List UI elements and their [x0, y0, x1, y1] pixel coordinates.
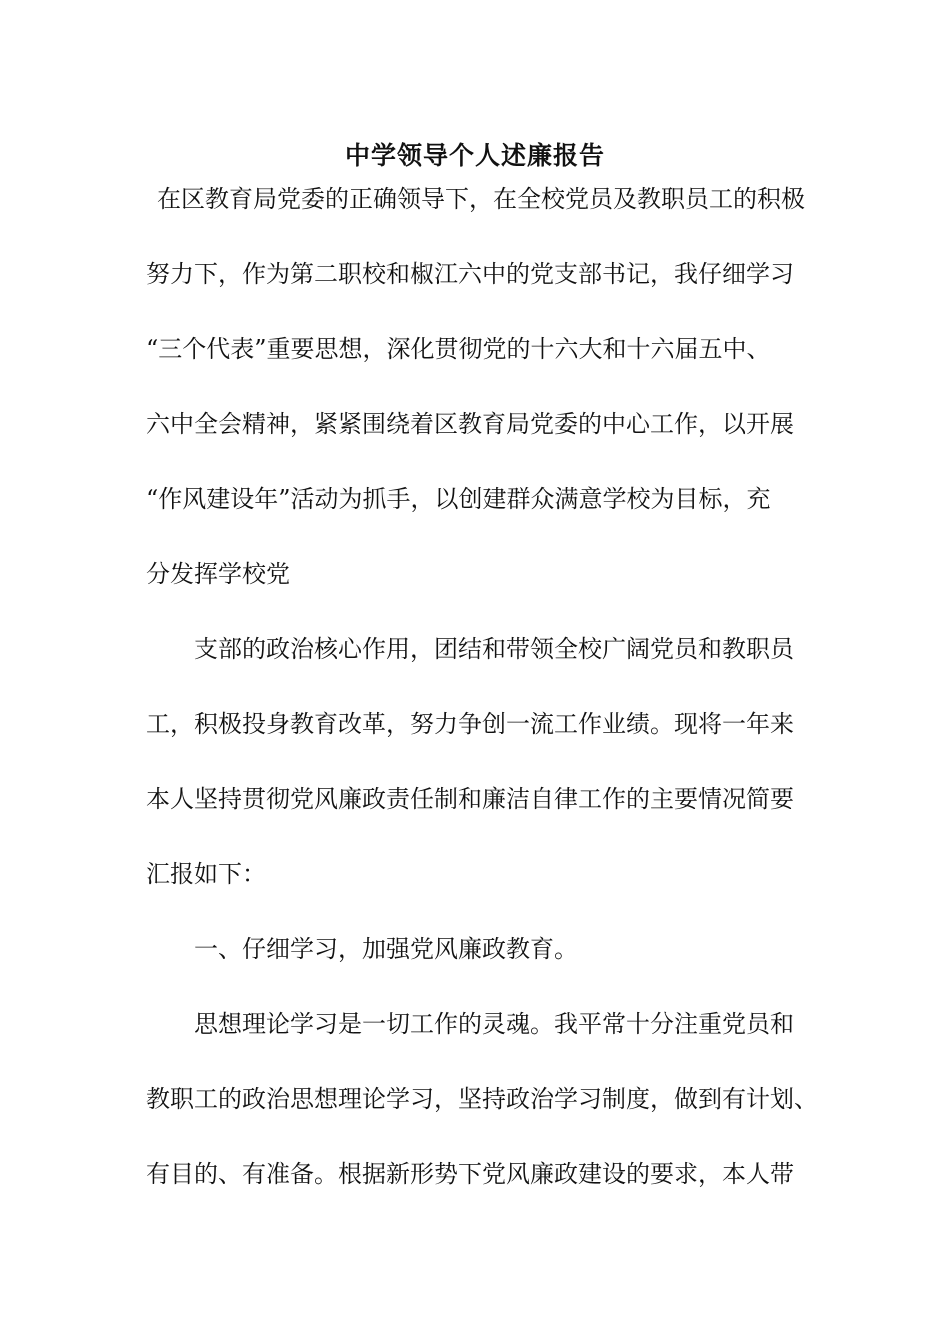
paragraph-line: 在区教育局党委的正确领导下，在全校党员及教职员工的积极: [157, 185, 805, 213]
paragraph-line: 工，积极投身教育改革，努力争创一流工作业绩。现将一年来: [146, 710, 794, 738]
document-title: 中学领导个人述廉报告: [344, 141, 605, 170]
section-heading: 一、仔细学习，加强党风廉政教育。: [194, 935, 578, 963]
paragraph-line: 本人坚持贯彻党风廉政责任制和廉洁自律工作的主要情况简要: [146, 785, 794, 813]
paragraph-line: 分发挥学校党: [146, 560, 290, 588]
paragraph-line: 教职工的政治思想理论学习，坚持政治学习制度，做到有计划、: [146, 1085, 818, 1113]
paragraph-line: 汇报如下：: [146, 860, 266, 888]
paragraph-line: 六中全会精神，紧紧围绕着区教育局党委的中心工作，以开展: [146, 410, 794, 438]
paragraph-line: “作风建设年”活动为抓手，以创建群众满意学校为目标，充: [146, 485, 771, 513]
paragraph-line: 支部的政治核心作用，团结和带领全校广阔党员和教职员: [194, 635, 794, 663]
paragraph-line: 努力下，作为第二职校和椒江六中的党支部书记，我仔细学习: [146, 260, 794, 288]
paragraph-line: 思想理论学习是一切工作的灵魂。我平常十分注重党员和: [194, 1010, 794, 1038]
paragraph-line: “三个代表”重要思想，深化贯彻党的十六大和十六届五中、: [146, 335, 771, 363]
paragraph-line: 有目的、有准备。根据新形势下党风廉政建设的要求，本人带: [146, 1160, 794, 1188]
